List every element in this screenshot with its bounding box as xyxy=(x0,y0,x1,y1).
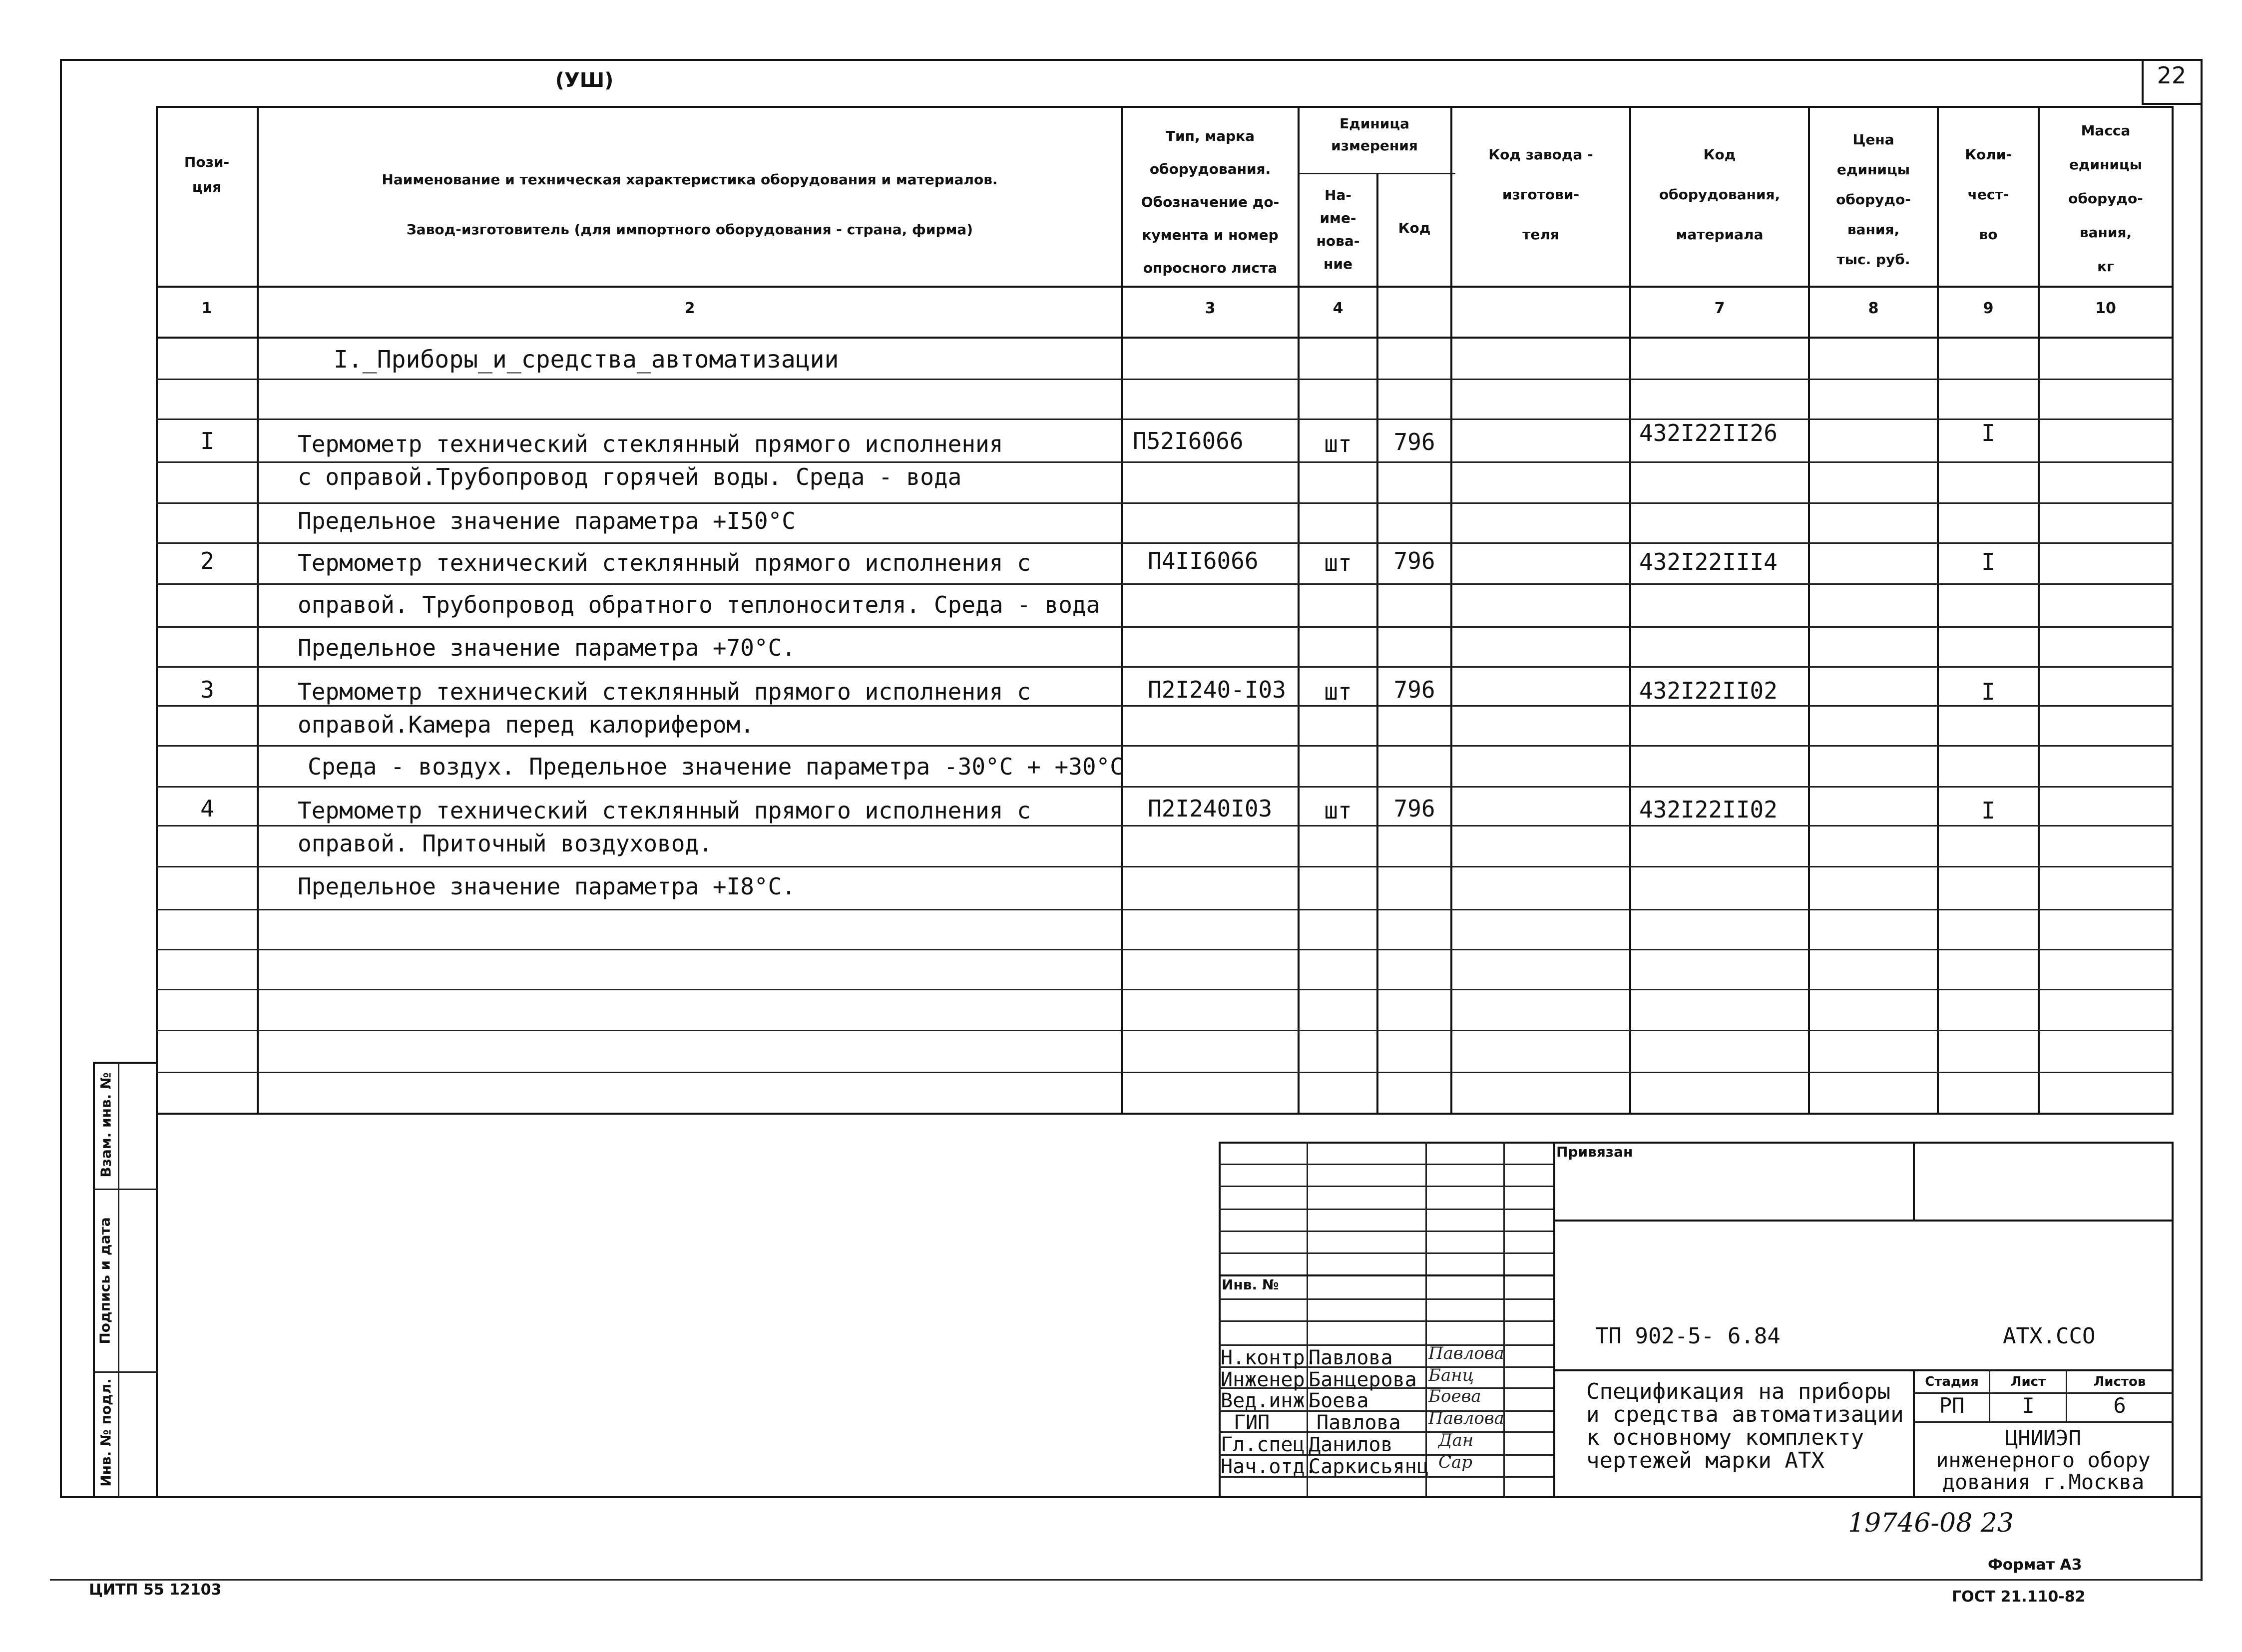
tb-inv-no: Инв. № xyxy=(1222,1276,1279,1293)
col-number: 3 xyxy=(1205,300,1216,317)
tb-signature: Сар xyxy=(1438,1452,1473,1472)
frame-left xyxy=(60,59,62,1497)
row2-line2: оправой. Трубопровод обратного теплоносителя. Среда - вода xyxy=(298,591,1100,618)
tb-stage: РП xyxy=(1939,1393,1965,1418)
tb-right-col xyxy=(1913,1142,1915,1221)
row2-line3: Предельное значение параметра +70°C. xyxy=(298,634,796,661)
row-line xyxy=(156,825,2174,826)
tb-row xyxy=(1219,1231,1553,1232)
tb-col xyxy=(1503,1142,1505,1497)
table-top-line xyxy=(156,106,2174,108)
frame-right xyxy=(2201,59,2203,1581)
tb-signature: Банц xyxy=(1428,1365,1474,1385)
row1-line3: Предельное значение параметра +I50°C xyxy=(298,507,796,534)
tb-sheet: I xyxy=(2022,1393,2035,1418)
header-bottom-line xyxy=(156,286,2174,288)
tb-signature: Павлова xyxy=(1428,1408,1504,1428)
row-line xyxy=(156,909,2174,910)
colnum-bottom-line xyxy=(156,337,2174,339)
row3-type: П2I240-I03 xyxy=(1148,676,1286,703)
sheet-corner-number: 22 xyxy=(2157,62,2187,89)
row3-code: 796 xyxy=(1393,676,1435,703)
tb-right-line xyxy=(1553,1369,2174,1371)
row1-line1: Термометр технический стеклянный прямого исполнения xyxy=(298,430,1003,457)
tb-sheets: 6 xyxy=(2113,1393,2126,1418)
tb-stage-col xyxy=(2066,1369,2067,1422)
handwritten-number: 19746-08 23 xyxy=(1848,1508,2014,1538)
table-bottom-line xyxy=(156,1113,2174,1115)
row4-line1: Термометр технический стеклянный прямого исполнения с xyxy=(298,797,1031,824)
header-col6: Код завода - изготови- теля xyxy=(1488,146,1593,243)
side-stamp-replace: Взам. инв. № xyxy=(97,1072,114,1178)
tb-name: Данилов xyxy=(1309,1433,1393,1456)
row4-type: П2I240I03 xyxy=(1148,795,1273,822)
side-stamp-divider xyxy=(118,1062,119,1497)
tb-role: Нач.отд. xyxy=(1221,1455,1317,1478)
tb-name: Банцерова xyxy=(1309,1368,1417,1391)
row1-code: 796 xyxy=(1393,428,1435,455)
row2-line1: Термометр технический стеклянный прямого исполнения с xyxy=(298,549,1031,576)
tb-row xyxy=(1219,1164,1553,1165)
row-line xyxy=(156,542,2174,544)
tb-stage-col xyxy=(1989,1369,1990,1422)
row4-equip-code: 432I22II02 xyxy=(1639,796,1778,823)
tb-name: Павлова xyxy=(1317,1411,1401,1434)
corner-box-bottom xyxy=(2142,103,2203,105)
tb-col xyxy=(1425,1142,1427,1497)
tb-org: ЦНИИЭП инженерного обору дования г.Москва xyxy=(1936,1426,2151,1494)
header-col2: Наименование и техническая характеристика оборудования и материалов. Завод-изготовитель (для импортного оборудования - страна, фирма) xyxy=(382,171,998,238)
tb-doc-code: ТП 902-5- 6.84 xyxy=(1595,1323,1781,1349)
header-col10: Масса единицы оборудо- вания, кг xyxy=(2068,122,2143,275)
tb-row xyxy=(1219,1209,1553,1210)
row-line xyxy=(156,379,2174,380)
row-line xyxy=(156,705,2174,707)
cipt-label: ЦИТП 55 12103 xyxy=(89,1581,222,1599)
row-line xyxy=(156,626,2174,628)
row3-pos: 3 xyxy=(200,676,214,703)
row1-equip-code: 432I22II26 xyxy=(1639,419,1778,446)
tb-stage-line xyxy=(1913,1421,2174,1423)
gost-label: ГОСТ 21.110-82 xyxy=(1952,1588,2086,1606)
header-col8: Цена единицы оборудо- вания, тыс. руб. xyxy=(1836,131,1911,268)
row1-qty: I xyxy=(1981,419,1995,446)
row-line xyxy=(156,502,2174,504)
row4-line2: оправой. Приточный воздуховод. xyxy=(298,830,713,857)
tb-name: Саркисьянц xyxy=(1309,1455,1429,1478)
tb-top xyxy=(1219,1142,2174,1144)
row-line xyxy=(156,745,2174,747)
row4-unit: шт xyxy=(1324,797,1352,824)
side-stamp-inv: Инв. № подл. xyxy=(97,1378,114,1487)
frame-bottom-outer xyxy=(50,1579,2203,1581)
tb-title: Спецификация на приборы и средства автоматизации к основному комплекту чертежей марки АТХ xyxy=(1586,1379,1904,1473)
tb-signature: Павлова xyxy=(1428,1343,1504,1363)
row-line xyxy=(156,583,2174,585)
tb-mid xyxy=(1553,1142,1555,1497)
row-line xyxy=(156,1030,2174,1031)
sheet-roman-label: (УШ) xyxy=(555,69,614,92)
col-line-10 xyxy=(2172,106,2174,1114)
row1-unit: шт xyxy=(1324,430,1352,457)
tb-role: Н.контр. xyxy=(1221,1346,1317,1369)
tb-name: Боева xyxy=(1309,1389,1369,1412)
row3-line1: Термометр технический стеклянный прямого исполнения с xyxy=(298,678,1031,705)
row-line xyxy=(156,786,2174,788)
header-col7: Код оборудования, материала xyxy=(1659,146,1781,243)
row3-line2: оправой.Камера перед калорифером. xyxy=(298,711,754,738)
tb-privyazan: Привязан xyxy=(1556,1144,1633,1160)
tb-mark: АТХ.ССО xyxy=(2003,1323,2096,1349)
row3-line3: Среда - воздух. Предельное значение параметра -30°C + +30°C xyxy=(308,753,1124,780)
tb-sheets-label: Листов xyxy=(2093,1374,2146,1389)
row4-line3: Предельное значение параметра +I8°C. xyxy=(298,873,796,900)
row2-type: П4II6066 xyxy=(1148,547,1259,574)
tb-stage-label: Стадия xyxy=(1925,1374,1979,1389)
row3-unit: шт xyxy=(1324,678,1352,705)
row1-type: П52I6066 xyxy=(1133,427,1244,454)
tb-name: Павлова xyxy=(1309,1346,1393,1369)
row3-qty: I xyxy=(1981,678,1995,705)
tb-role: Инженер xyxy=(1221,1368,1305,1391)
row4-qty: I xyxy=(1981,797,1995,824)
row2-qty: I xyxy=(1981,548,1995,575)
tb-row xyxy=(1219,1320,1553,1322)
side-stamp-left xyxy=(93,1062,95,1497)
header-col4: На- име- нова- ние xyxy=(1316,187,1360,272)
col-number: 8 xyxy=(1868,300,1879,317)
tb-right-line xyxy=(1553,1220,2174,1222)
tb-right xyxy=(2172,1142,2174,1497)
row1-line2: с оправой.Трубопровод горячей воды. Среда - вода xyxy=(298,463,962,490)
col-number: 1 xyxy=(201,300,212,317)
row-line xyxy=(156,418,2174,420)
row2-equip-code: 432I22III4 xyxy=(1639,548,1778,575)
tb-signature: Боева xyxy=(1428,1386,1481,1406)
header-col9: Коли- чест- во xyxy=(1965,146,2012,243)
tb-role: Вед.инж. xyxy=(1221,1389,1317,1412)
header-col3: Тип, марка оборудования. Обозначение до- кумента и номер опросного листа xyxy=(1141,128,1280,276)
row2-code: 796 xyxy=(1393,547,1435,574)
frame-bottom-inner xyxy=(60,1496,2203,1498)
row4-pos: 4 xyxy=(200,795,214,822)
tb-row xyxy=(1219,1186,1553,1187)
side-stamp-sign: Подпись и дата xyxy=(96,1217,113,1344)
format-label: Формат А3 xyxy=(1988,1556,2082,1574)
row-line xyxy=(156,1072,2174,1073)
row-line xyxy=(156,989,2174,990)
row-line xyxy=(156,866,2174,867)
col-line-4 xyxy=(1376,173,1378,1114)
header-col5: Код xyxy=(1398,220,1431,236)
col-number: 2 xyxy=(684,300,695,317)
row2-unit: шт xyxy=(1324,549,1352,576)
frame-top xyxy=(60,59,2203,61)
tb-row xyxy=(1219,1252,1553,1254)
row-line xyxy=(156,461,2174,463)
row-line xyxy=(156,666,2174,668)
tb-role: ГИП xyxy=(1234,1411,1270,1434)
row3-equip-code: 432I22II02 xyxy=(1639,677,1778,704)
tb-role: Гл.спец. xyxy=(1221,1433,1317,1456)
row-line xyxy=(156,949,2174,950)
header-col1: Пози- ция xyxy=(184,154,230,195)
col-number: 9 xyxy=(1983,300,1994,317)
tb-signature: Дан xyxy=(1438,1430,1474,1450)
row1-pos: I xyxy=(200,427,214,454)
col-line-5 xyxy=(1450,106,1452,1114)
tb-row xyxy=(1219,1298,1553,1300)
row2-pos: 2 xyxy=(200,547,214,574)
col-number: 4 xyxy=(1333,300,1344,317)
col-number: 7 xyxy=(1714,300,1725,317)
col-line-8 xyxy=(1937,106,1939,1114)
tb-sheet-label: Лист xyxy=(2010,1374,2046,1389)
col-line-1 xyxy=(257,106,259,1114)
col-number: 10 xyxy=(2095,300,2116,317)
header-unit-group: Единица измерения xyxy=(1331,115,1418,154)
col-line-6 xyxy=(1629,106,1631,1114)
row4-code: 796 xyxy=(1393,795,1435,822)
section-title: I._Приборы_и_средства_автоматизации xyxy=(334,346,839,374)
